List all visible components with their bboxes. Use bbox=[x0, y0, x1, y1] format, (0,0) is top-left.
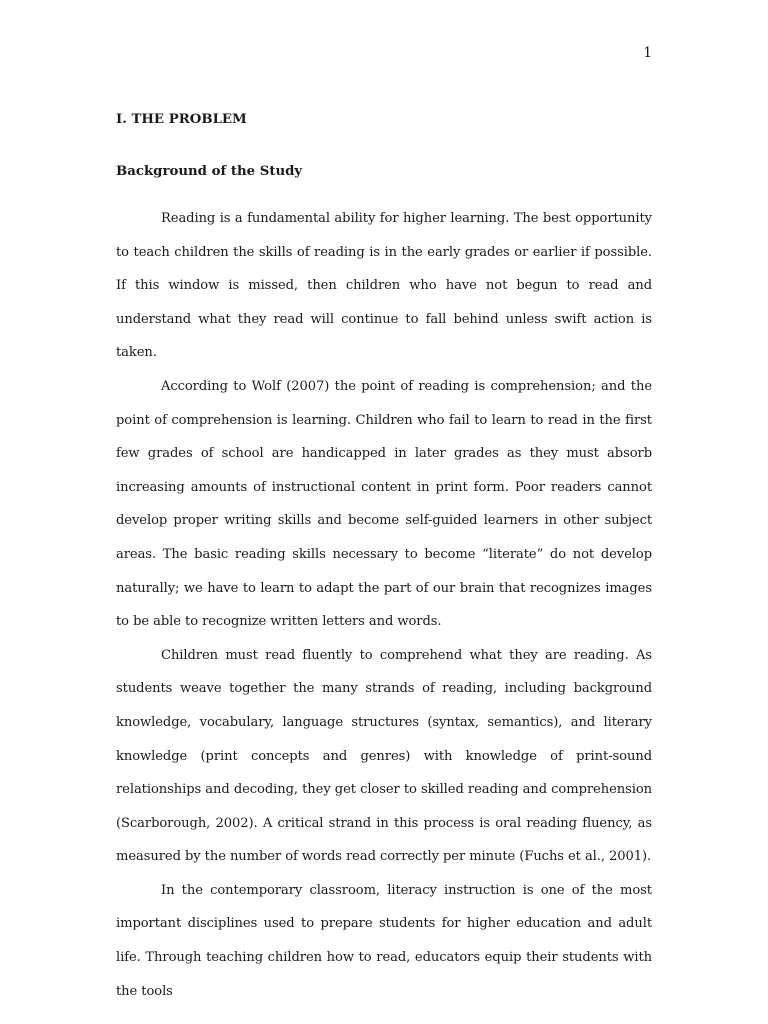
paragraph-1: Reading is a fundamental ability for higher learning. The best opportunity to teach children the skills of reading is in the early grades or earlier if possible. If this window is missed, then children who have not begun to read and understand what they read will continue to fall behind unless swift action is taken. bbox=[116, 211, 652, 361]
document-body bbox=[116, 110, 652, 1008]
paragraph-4: In the contemporary classroom, literacy instruction is one of the most important disciplines used to prepare students for higher education and adult life. Through teaching children how to read, educators equip their students with the tools bbox=[116, 882, 652, 999]
paragraph-2: According to Wolf (2007) the point of reading is comprehension; and the point of comprehension is learning. Children who fail to learn to read in the first few grades of school are handicapped in later grades as they must absorb increasing amounts of instructional content in print form. Poor readers cannot develop proper writing skills and become self-guided learners in other subject areas. The basic reading skills necessary to become “literate” do not develop naturally; we have to learn to adapt the part of our brain that recognizes images to be able to recognize written letters and words. bbox=[116, 378, 652, 630]
page-number: 1 bbox=[643, 45, 652, 61]
subsection-heading: Background of the Study bbox=[116, 164, 303, 179]
paragraph-3: Children must read fluently to comprehend what they are reading. As students weave together the many strands of reading, including background knowledge, vocabulary, language structures (syntax, semantics), and literary knowledge (print concepts and genres) with knowledge of print-sound relationships and decoding, they get closer to skilled reading and comprehension (Scarborough, 2002). A critical strand in this process is oral reading fluency, as measured by the number of words read correctly per minute (Fuchs et al., 2001). bbox=[116, 647, 652, 865]
section-heading: I. THE PROBLEM bbox=[116, 112, 247, 127]
